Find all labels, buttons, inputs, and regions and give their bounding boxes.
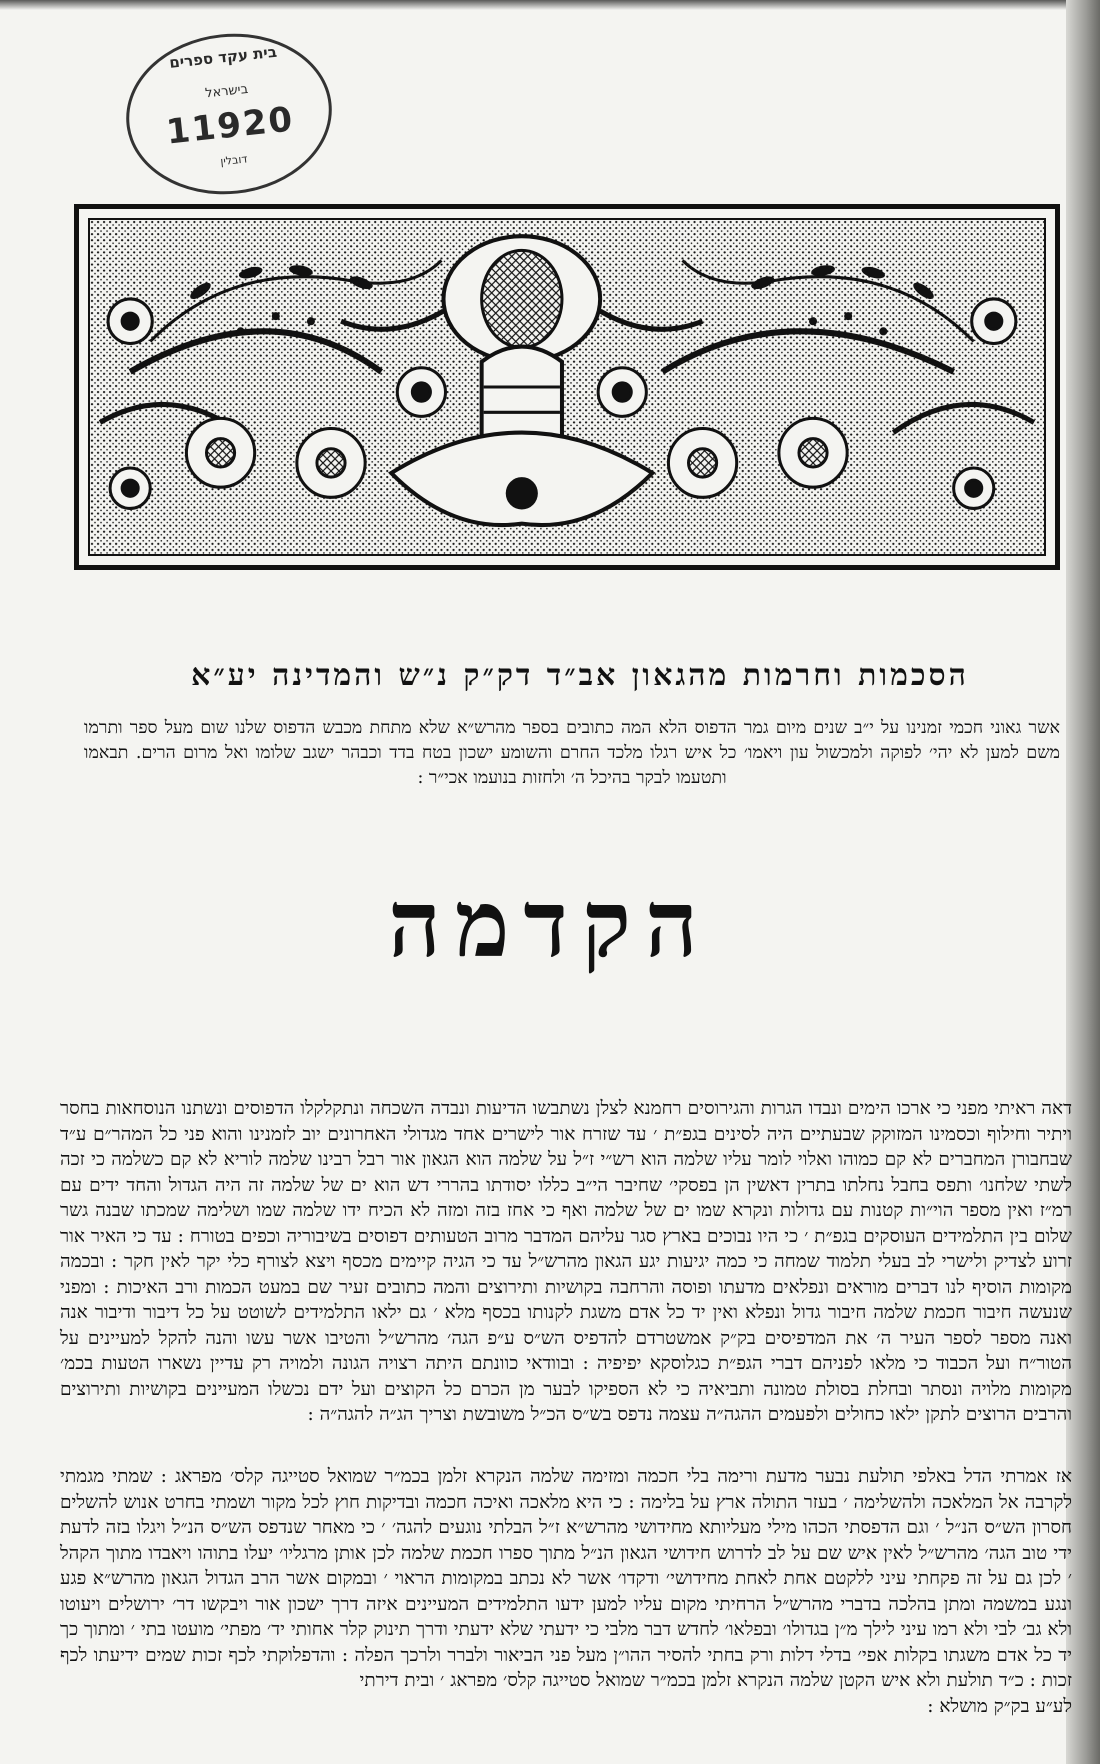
approbation-heading: הסכמות וחרמות מהגאון אב״ד דק״ק נ״ש והמדינה יע״א: [191, 658, 969, 693]
approbation-text: אשר גאוני חכמי זמנינו על י״ב שנים מיום גמר הדפוס הלא המה כתובים בספר מהרש״א שלא מתחת מכבש הדפוס שלנו שום מעל ספר ותרמו משם למען לא יהי׳ לפוקה ולמכשול עון ויאמו׳ כל איש רגלו מלכד החרם והשומע ישכון בטח בדד וכבהר ישגב שלומו ואל מרום הרים. תבאמו ותטעמו לבקר בהיכל ה׳ ולחזות בנועמו אכי״ר :: [84, 718, 1060, 788]
introduction-paragraph-1: דאה ראיתי מפני כי ארכו הימים ונבדו הגרות והגירוסים רחמנא לצלן נשתבשו הדיעות ונבדה השכחה ונתקלקלו הדפוסים ונשתנו הנוסחאות בחסר ויתיר וחילוף וכסמינו המזוקק שבעתיים היה לסינים בגפ״ת ׳ עד שזרח אור לישרים אחד מגדולי האחרונים יוב לזמנינו והוא פני כל המהר״ם ע״ד שבחבורן המחברים לא קם כמוהו ואלוי לומר עליו שלמה הוא רש״י ז״ל על שלמה הוא הגאון אור רבל רבינו שלמה לוריא לא קם כשלמה כי זכה לשתי שלחנו׳ ותפס בחבל נחלתו בתרין דאשין הן בפסקי׳ שחיבר הי״ב כללו יסודתו בהררי דש הוא ים של שלמה זה היה הגדול והחד ידים עם רמ״ז ואין מספר הוי״ות קטנות עם גדולות ונקרא שמו ים של שלמה ואף כי אחז בזה ומזה לא הכיח ידו שלמה שמו ושלימה שמכתו שבנה גשר שלום בין התלמידים העוסקים בגפ״ת ׳ כי היו נבוכים בארץ סגר עליהם המדבר מרוב הטעותים דפוסים בשיבוריה וכפים בטורח : עד כי האיר אור זרוע לצדיק ולישרי לב בעלי תלמוד שמחה כי כמה יגיעות יגע הגאון מהרש״ל עד כי הגיה קיימים מכסף ויצא לצורף כלי יקר לאין חקר : ובכמה מקומות הוסיף לנו דברים מוראים ונפלאים מדעתו ופוסה והרחבה בקושיות ותירוצים והמה כתובים זעיר שם במעט הכמות ורב האיכות : ומפני שנעשה חיבור חכמת שלמה חיבור גדול ונפלא ואין יד כל אדם משגת לקנותו בכסף מלא ׳ גם ילאו התלמידים לשוטט על כל דיבור ודיבור אנה ואנה מספר לספר העיר ה׳ את המדפיסים בק״ק אמשטרדם להדפיס הש״ס ע״פ הגה׳ מהרש״ל והטיבו אשר עשו והנה להקל למעיינים על הטור״ח ועל הכבוד כי מלאו לפניהם דברי הגפ״ת כגלוסקא יפיפיה : ובוודאי כוונתם היתה רצויה הגונה ולמויה רק עדיין נשארו הטעות בכמ׳ מקומות מלויה ונסתר ובחלת בסולת טמונה ותביאיה כי לא הספיקו לבער מן הכרם כל הקוצים ועל ידם נכשלו המעיינים בקושיות ותירוצים והרבים הרוצים לתקן ילאו כחולים ולפעמים ההגה״ה עצמה נדפס בש״ס הכ״ל משובשת וצריך הג״ה להגה״ה :: [60, 1098, 1072, 1425]
page-top-edge: [0, 0, 1100, 10]
stamp-mid-text: בישראל: [204, 81, 249, 102]
introduction-paragraph-2: [60, 1464, 1072, 1719]
introduction-heading: הקדמה: [388, 870, 712, 978]
introduction-closing-line: לע״ע בק״ק מושלא :: [927, 1695, 1072, 1717]
library-stamp: [118, 24, 340, 205]
decorative-headpiece: [74, 204, 1060, 570]
stamp-number: 11920: [164, 99, 297, 153]
introduction-paragraph-2-text: אז אמרתי הדל באלפי תולעת נבער מדעת ורימה בלי חכמה ומזימה שלמה הנקרא זלמן בכמ״ר שמואל סטייגה קלס׳ מפראג : שמתי מגמתי לקרבה אל המלאכה ולהשלימה ׳ בעזר התולה ארץ על בלימה : כי היא מלאכה ואיכה חכמה ובדיקות חוץ לכל מקור ושמתי בחרט אנוש להשלים חסרון הש״ס הנ״ל ׳ וגם הדפסתי הכהו מילי מעליותא מחידושי מהרש״א ז״ל הבלתי נוגעים להגה׳ ׳ כי מאחר שנדפס הש״ס הנ״ל ויגלו בזה לדעת ידי טוב הגה׳ מהרש״ל לאין איש שם על לב לדרוש חידושי הגאון הנ״ל מתוך ספרו חכמת שלמה לכן אותן מרגליו׳ יעלו בתוהו ויאבדו מתוך הקהל ׳ לכן גם על זה פקחתי עיני ללקטם אחת לאחת מחידושי׳ ודקדו׳ אשר לא נכתב במקומות הראוי ׳ ובמקום אשר הרב הגדול הגאון מהרש״א פגע ונגע במשמה ומתן בהלכה בדברי מהרש״ל הרחיתי מקום עליו למען ידעו התלמידים המעיינים איזה דרך ישכון אור ויבקשו דר׳ ירושלים ויעוטו ולא גב׳ לבי ולא רמו עיני לילך מ״ן בגדולו׳ ובפלאו׳ לחדש דבר מלבי כי ידעתי שלא ידעתי ודרך תינוק קלר אחותי יד׳ מפתי׳ מועטו בתי ׳ ומתוך כך יד כל אדם משגתו בקלות אפי׳ בדלי דלות ורק בחתי להסיר ההו״ן מעל פני הביאור ולברר ולרכך הפלה : והדפלוקתי לכף זכות שמים ידיעתו לכף זכות : כ״ד תולעת ולא איש הקטן שלמה הנקרא זלמן בכמ״ר שמואל סטייגה קלס׳ מפראג ׳ ובית דירתי: [60, 1466, 1072, 1691]
floral-ornament-icon: [90, 220, 1044, 554]
stamp-bottom-text: דובלין: [219, 152, 248, 169]
stamp-top-text: בית עקד ספרים: [168, 42, 278, 72]
